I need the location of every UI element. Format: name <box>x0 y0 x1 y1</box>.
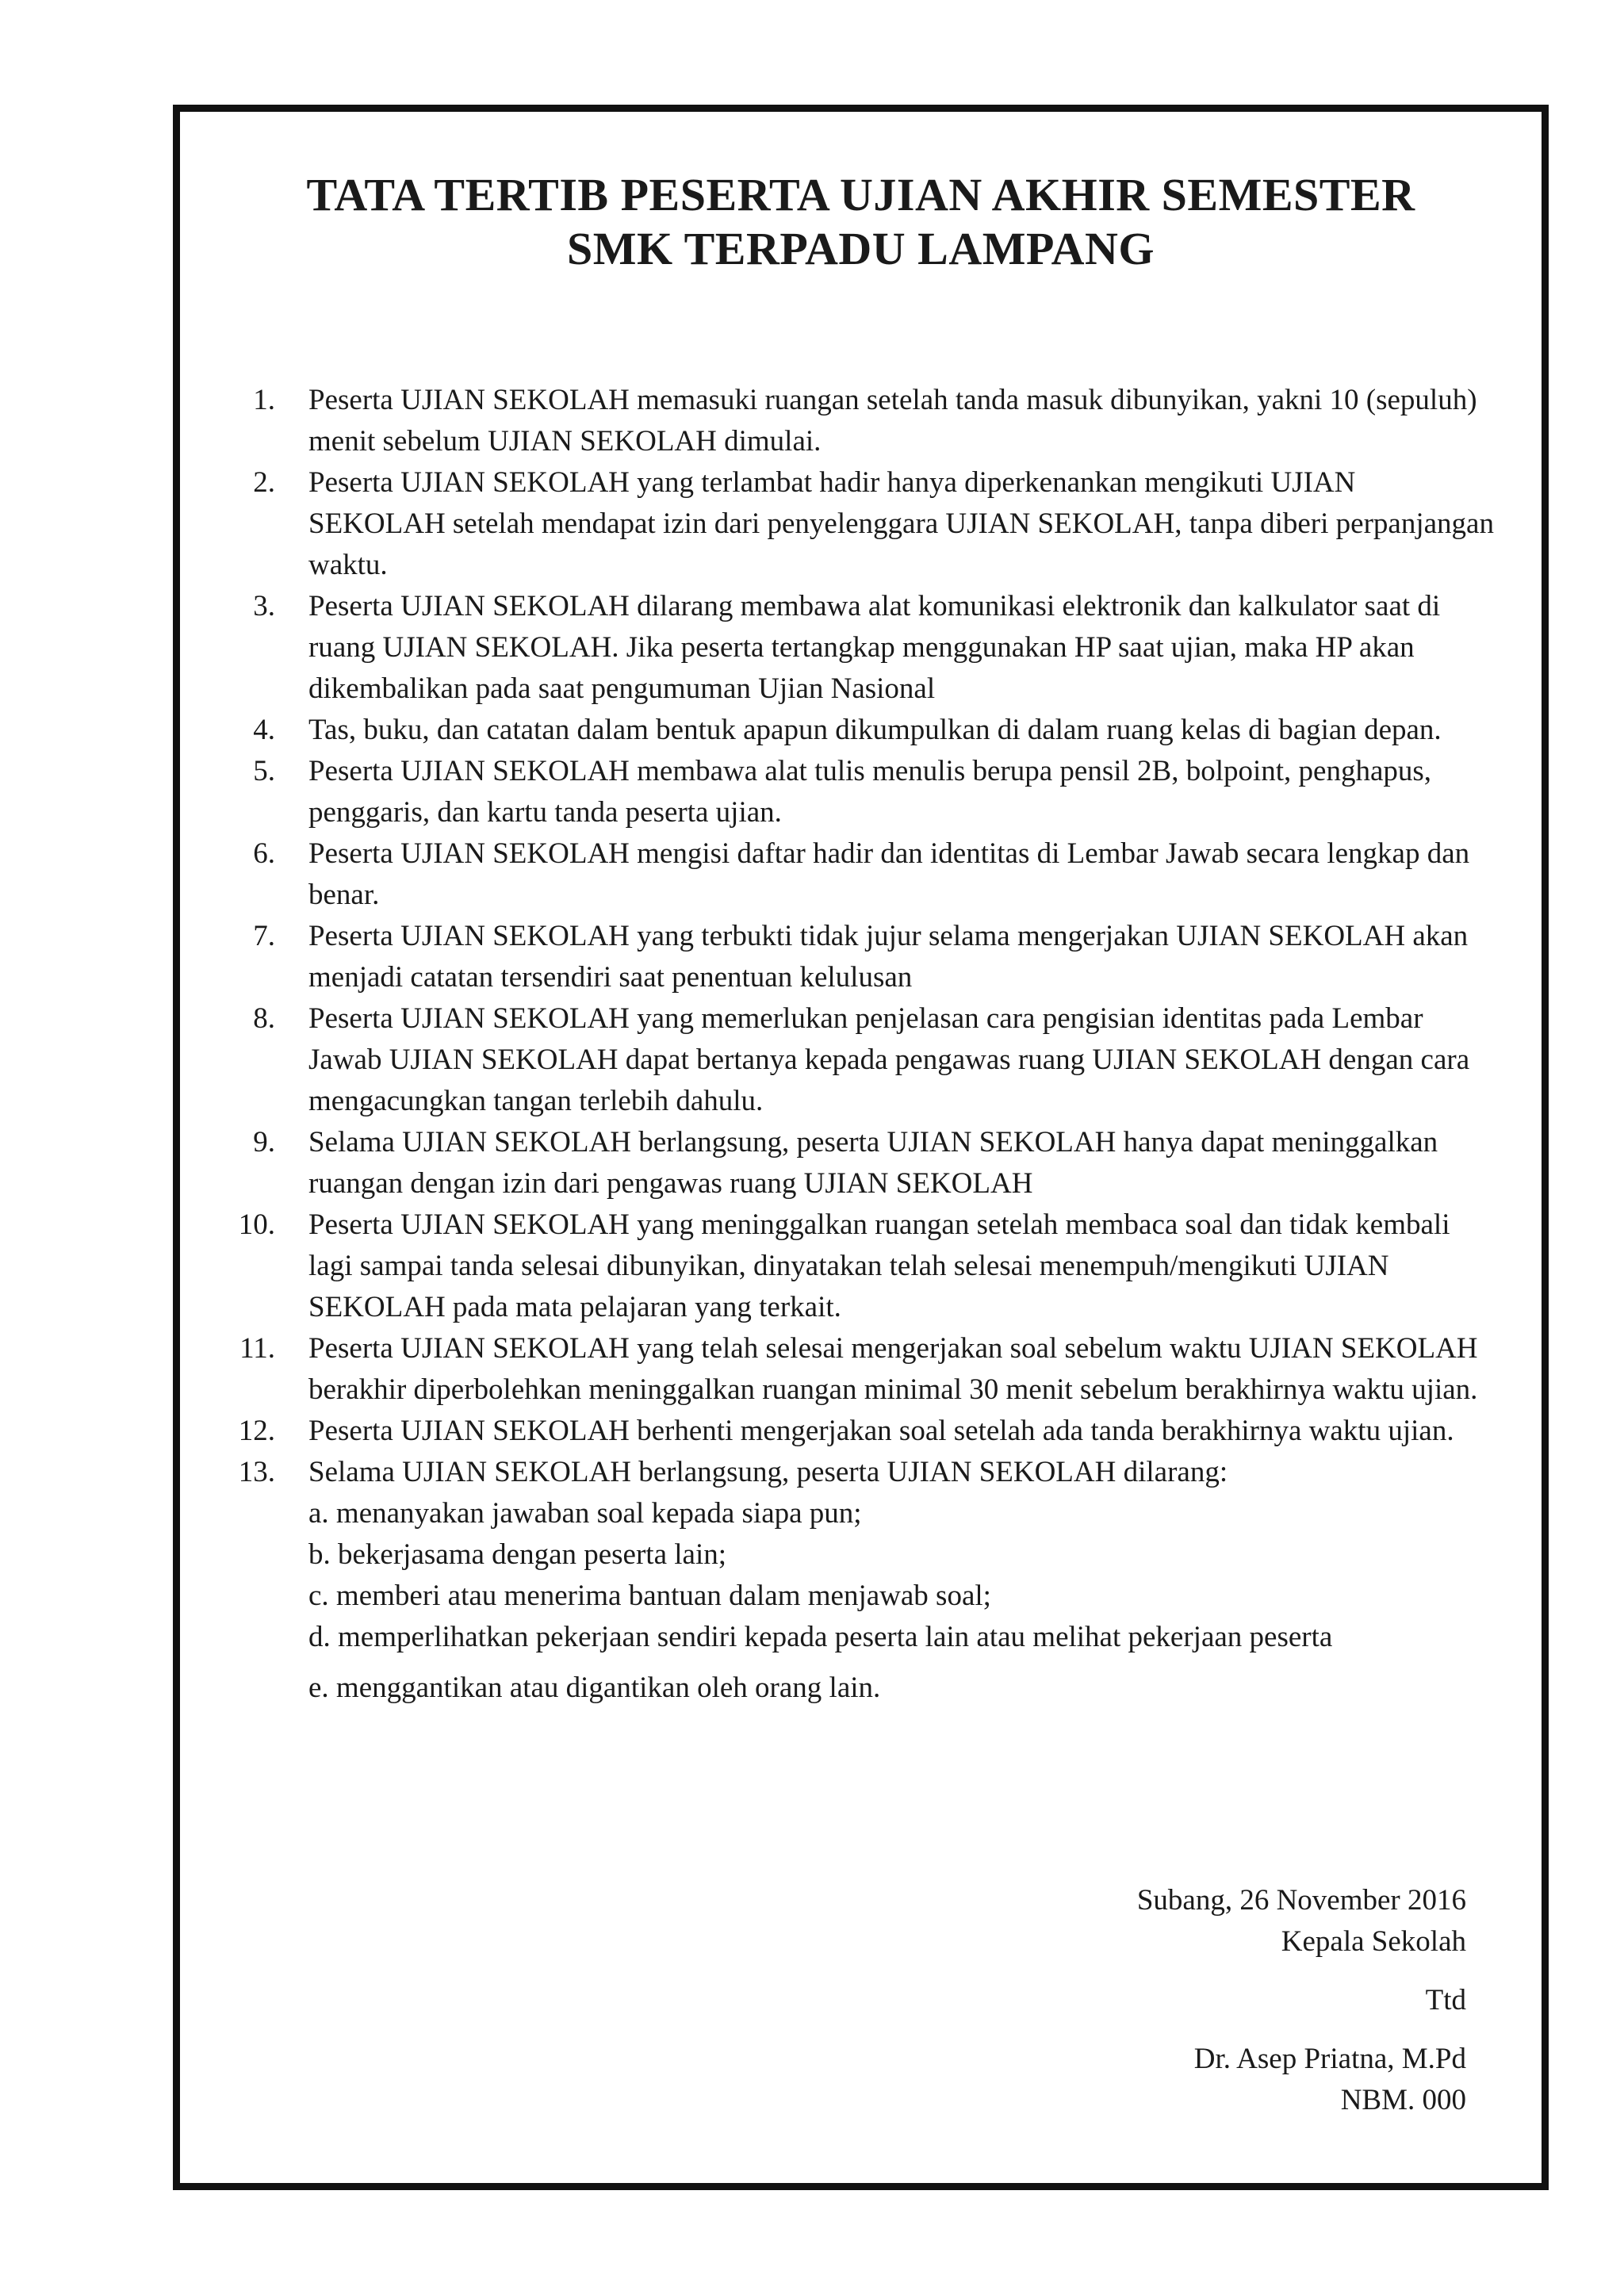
rule-text: Peserta UJIAN SEKOLAH yang terlambat hadir hanya diperkenankan mengikuti UJIAN SEKOLAH setelah mendapat izin dari penyelenggara UJIAN SEKOLAH, tanpa diberi perpanjangan waktu. <box>308 466 1494 581</box>
rule-text: Peserta UJIAN SEKOLAH mengisi daftar hadir dan identitas di Lembar Jawab secara lengkap dan benar. <box>308 837 1470 911</box>
rule-number: 4. <box>253 714 275 746</box>
rule-number: 13. <box>238 1456 275 1488</box>
prohibition-item: e. menggantikan atau digantikan oleh orang lain. <box>308 1672 881 1704</box>
rule-text: Selama UJIAN SEKOLAH berlangsung, peserta UJIAN SEKOLAH hanya dapat meninggalkan ruangan dengan izin dari pengawas ruang UJIAN SEKOLAH <box>308 1126 1438 1200</box>
rule-number: 6. <box>253 837 275 870</box>
rule-text: Peserta UJIAN SEKOLAH yang telah selesai mengerjakan soal sebelum waktu UJIAN SEKOLAH berakhir diperbolehkan meninggalkan ruangan minimal 30 menit sebelum berakhirnya waktu ujian. <box>308 1332 1478 1406</box>
rule-number: 7. <box>253 920 275 952</box>
prohibitions-list <box>308 1493 1494 1709</box>
rule-text: Peserta UJIAN SEKOLAH memasuki ruangan setelah tanda masuk dibunyikan, yakni 10 (sepuluh) menit sebelum UJIAN SEKOLAH dimulai. <box>308 384 1477 458</box>
rule-item <box>180 710 1542 751</box>
signature-block <box>1137 1880 1466 2121</box>
rule-item <box>180 751 1542 833</box>
prohibition-item: b. bekerjasama dengan peserta lain; <box>308 1538 727 1571</box>
place-date: Subang, 26 November 2016 <box>1136 1884 1466 1917</box>
rule-item <box>180 916 1542 998</box>
rule-item <box>180 380 1542 462</box>
signer-name: Dr. Asep Priatna, M.Pd <box>1193 2043 1466 2075</box>
rule-item <box>180 1204 1542 1328</box>
rule-number: 8. <box>253 1002 275 1035</box>
rule-item <box>180 998 1542 1122</box>
rule-item <box>180 1122 1542 1204</box>
school-name: SMK TERPADU LAMPANG <box>567 223 1155 274</box>
prohibition-item: c. memberi atau menerima bantuan dalam menjawab soal; <box>308 1580 991 1612</box>
signature-mark: Ttd <box>1425 1984 1466 2016</box>
rule-number: 3. <box>253 590 275 622</box>
rule-text: Peserta UJIAN SEKOLAH berhenti mengerjakan soal setelah ada tanda berakhirnya waktu ujian. <box>308 1415 1454 1447</box>
rule-item <box>180 1452 1542 1709</box>
prohibition-item: d. memperlihatkan pekerjaan sendiri kepada peserta lain atau melihat pekerjaan peserta <box>308 1621 1333 1653</box>
signer-nbm: NBM. 000 <box>1340 2084 1466 2116</box>
rule-text: Peserta UJIAN SEKOLAH membawa alat tulis menulis berupa pensil 2B, bolpoint, penghapus, penggaris, dan kartu tanda peserta ujian. <box>308 755 1432 829</box>
rule-number: 5. <box>253 755 275 787</box>
rule-number: 9. <box>253 1126 275 1158</box>
document-title: TATA TERTIB PESERTA UJIAN AKHIR SEMESTER <box>306 169 1415 220</box>
rule-number: 12. <box>238 1415 275 1447</box>
rule-text: Selama UJIAN SEKOLAH berlangsung, peserta UJIAN SEKOLAH dilarang: <box>308 1456 1228 1488</box>
signer-position: Kepala Sekolah <box>1281 1925 1466 1958</box>
prohibition-item: a. menanyakan jawaban soal kepada siapa pun; <box>308 1497 862 1530</box>
rule-item <box>180 1411 1542 1452</box>
rule-item <box>180 586 1542 710</box>
rule-number: 10. <box>238 1208 275 1241</box>
rule-item <box>180 1328 1542 1411</box>
rule-text: Peserta UJIAN SEKOLAH yang memerlukan penjelasan cara pengisian identitas pada Lembar Jawab UJIAN SEKOLAH dapat bertanya kepada pengawas ruang UJIAN SEKOLAH dengan cara mengacungkan tangan terlebih dahulu. <box>308 1002 1470 1117</box>
rule-text: Peserta UJIAN SEKOLAH dilarang membawa alat komunikasi elektronik dan kalkulator saat di ruang UJIAN SEKOLAH. Jika peserta tertangkap menggunakan HP saat ujian, maka HP akan dikembalikan pada saat pengumuman Ujian Nasional <box>308 590 1441 705</box>
rule-number: 1. <box>253 384 275 416</box>
rule-number: 2. <box>253 466 275 499</box>
rule-text: Peserta UJIAN SEKOLAH yang terbukti tidak jujur selama mengerjakan UJIAN SEKOLAH akan menjadi catatan tersendiri saat penentuan kelulusan <box>308 920 1469 994</box>
rule-item <box>180 833 1542 916</box>
rule-number: 11. <box>239 1332 275 1365</box>
rules-list <box>180 380 1542 1709</box>
rule-text: Tas, buku, dan catatan dalam bentuk apapun dikumpulkan di dalam ruang kelas di bagian depan. <box>308 714 1442 746</box>
rule-item <box>180 462 1542 586</box>
rule-text: Peserta UJIAN SEKOLAH yang meninggalkan ruangan setelah membaca soal dan tidak kembali lagi sampai tanda selesai dibunyikan, dinyatakan telah selesai menempuh/mengikuti UJIAN SEKOLAH pada mata pelajaran yang terkait. <box>308 1208 1450 1323</box>
document-frame <box>173 105 1549 2190</box>
